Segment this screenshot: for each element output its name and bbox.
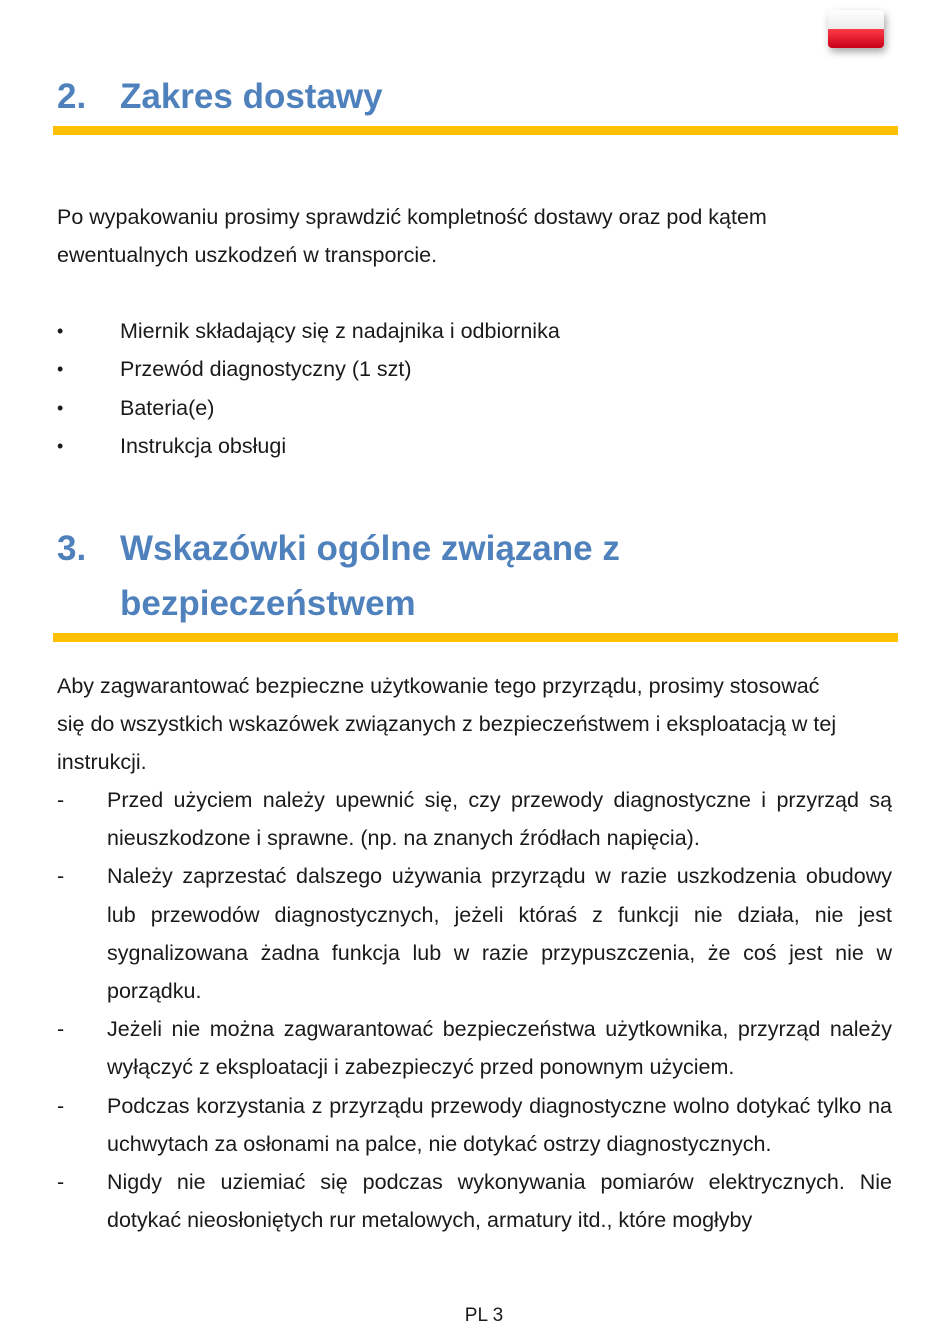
safety-list (57, 781, 892, 1239)
poland-flag-icon (828, 10, 884, 48)
list-item: - Nigdy nie uziemiać się podczas wykonywania pomiarów elektrycznych. Nie dotykać nieosłoniętych rur metalowych, armatury itd., które mogłyby (57, 1163, 892, 1239)
delivery-list (57, 312, 560, 465)
dash-marker: - (57, 788, 65, 812)
list-item: - Należy zaprzestać dalszego używania przyrządu w razie uszkodzenia obudowy lub przewodów diagnostycznych, jeżeli któraś z funkcji nie działa, nie jest sygnalizowana żadna funkcja lub w razie przypuszczenia, że coś jest nie w porządku. (57, 857, 892, 1010)
section-2-rule (53, 126, 898, 135)
bullet-icon: • (57, 397, 64, 418)
list-item: - Jeżeli nie można zagwarantować bezpieczeństwa użytkownika, przyrząd należy wyłączyć z eksploatacji i zabezpieczyć przed ponownym użyciem. (57, 1010, 892, 1086)
list-item: • Bateria(e) (57, 389, 560, 427)
section-3-heading (57, 521, 620, 631)
section-2-number: 2. (57, 77, 87, 116)
section-2-heading (57, 69, 383, 124)
section-3-intro: Aby zagwarantować bezpieczne użytkowanie tego przyrządu, prosimy stosować się do wszystkich wskazówek związanych z bezpieczeństwem i eksploatacją w tej instrukcji. (57, 674, 837, 774)
list-item: • Przewód diagnostyczny (1 szt) (57, 350, 560, 388)
page-number: PL 3 (464, 1305, 504, 1326)
section-3-title-line2: bezpieczeństwem (120, 584, 416, 623)
section-3-rule (53, 633, 898, 642)
section-2-intro: Po wypakowaniu prosimy sprawdzić kompletność dostawy oraz pod kątem ewentualnych uszkodzeń w transporcie. (57, 205, 767, 267)
bullet-icon: • (57, 359, 64, 380)
section-2-title: Zakres dostawy (120, 77, 383, 116)
dash-marker: - (57, 1017, 65, 1042)
bullet-icon: • (57, 435, 64, 456)
list-item: • Miernik składający się z nadajnika i odbiornika (57, 312, 560, 350)
list-item: - Przed użyciem należy upewnić się, czy przewody diagnostyczne i przyrząd są nieuszkodzone i sprawne. (np. na znanych źródłach napięcia). (57, 781, 892, 857)
section-3-title-line1: Wskazówki ogólne związane z (120, 529, 620, 568)
bullet-icon: • (57, 321, 64, 341)
list-item: - Podczas korzystania z przyrządu przewody diagnostyczne wolno dotykać tylko na uchwytach za osłonami na palce, nie dotykać ostrzy diagnostycznych. (57, 1087, 892, 1163)
dash-marker: - (57, 864, 65, 889)
list-item: • Instrukcja obsługi (57, 427, 560, 465)
section-3-number: 3. (57, 529, 87, 568)
dash-marker: - (57, 1170, 65, 1195)
dash-marker: - (57, 1093, 65, 1118)
